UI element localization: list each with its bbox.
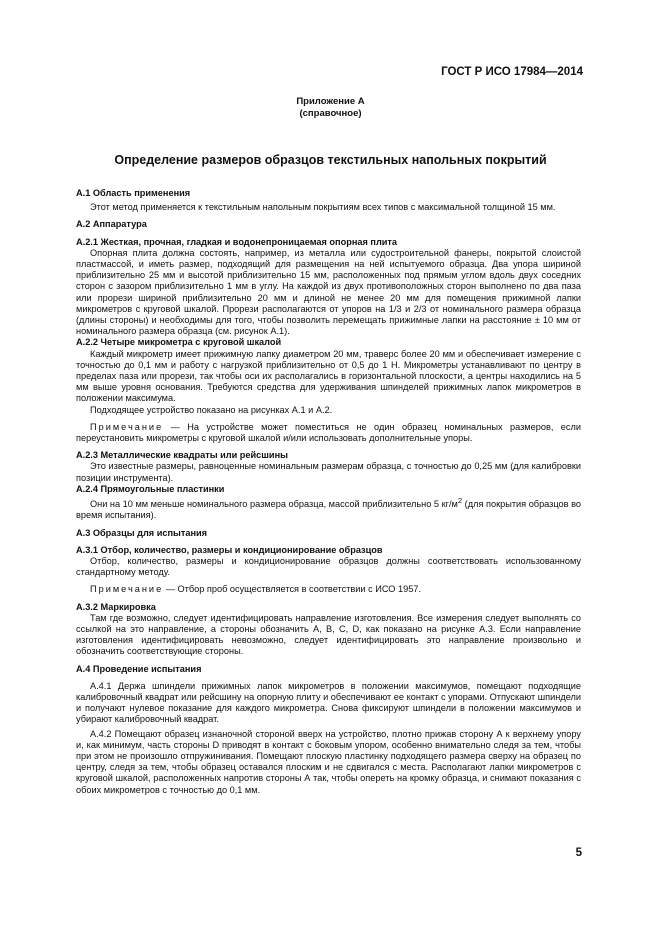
annex-type: (справочное) <box>299 108 362 119</box>
superscript-2: 2 <box>457 496 463 506</box>
section-text-a32: Там где возможно, следует идентифицировать направление изготовления. Все измерения следует выполнять со ссылкой на это направление, а стороны обозначить А, В, С, D, как показано на рисунке А.3. Если направление изготовления идентифицировать невозможно, следует идентифицировать это направление произвольно и обозначить соответствующие стороны. <box>76 612 581 657</box>
section-text-a21: Опорная плита должна состоять, например, из металла или судостроительной фанеры, покрытой слоистой пластмассой, и иметь размер, подходящий для размещения на ней испытуемого образца. Два упора шириной приблизительно 25 мм и высотой приблизительно 15 мм, расположенных под прямым углом вдоль двух соседних сторон с зазором приблизительно 1 мм в углу. На каждой из двух противоположных сторон выполнено по два паза или прорези шириной приблизительно 20 мм и длиной не менее 20 мм для помещения прижимной лапки микрометров с круговой шкалой. Прорези располагаются от упоров на 1/3 и 2/3 от номинального размера образца (длины стороны) и необходимы для того, чтобы позволить перемещать прижимные лапки на расстояние ± 10 мм от номинального размера образца (см. рисунок А.1). <box>76 247 581 337</box>
note-2-text: — Отбор проб осуществляется в соответствии с ИСО 1957. <box>163 584 421 595</box>
section-heading-a23: А.2.3 Металлические квадраты или рейсшины <box>76 450 288 461</box>
section-heading-a32: А.3.2 Маркировка <box>76 601 156 612</box>
section-heading-a2: А.2 Аппаратура <box>76 219 147 230</box>
note-1-text: — На устройстве может поместиться не один образец номинальных размеров, если переустановить микрометры с круговой шкалой и/или использовать дополнительные упоры. <box>76 421 581 444</box>
page-number: 5 <box>575 847 582 859</box>
note-1-label: Примечание <box>90 421 164 432</box>
section-text-a42: А.4.2 Помещают образец изнаночной стороной вверх на устройство, плотно прижав сторону А к верхнему упору и, как минимум, часть стороны D приводят в контакт с боковым упором, особенно внимательно следя за тем, чтобы при этом не произошло отпружинивания. Помещают плоскую пластинку подходящего размера сверху на образец по центру, следя за тем, чтобы образец оставался плоским и не сдвигался с места. Располагают лапки микрометров с круговой шкалой, расположенных напротив стороны А так, чтобы опереть на кромку образца, и снимают показания с обоих микрометров с точностью до 0,1 мм. <box>76 728 581 795</box>
section-text-a22-figure-ref: Подходящее устройство показано на рисунках А.1 и А.2. <box>90 404 333 415</box>
note-1 <box>76 422 581 444</box>
section-heading-a1: А.1 Область применения <box>76 188 191 198</box>
document-body <box>76 188 581 796</box>
section-text-a24-part2: (для покрытия образцов во время испытания). <box>76 499 581 521</box>
page-title: Определение размеров образцов текстильных напольных покрытий <box>114 153 547 167</box>
section-heading-a24: А.2.4 Прямоугольные пластинки <box>76 483 225 494</box>
section-text-a22: Каждый микрометр имеет прижимную лапку диаметром 20 мм, траверс более 20 мм и обеспечивает измерение с точностью до 0,1 мм и работу с нагрузкой приблизительно от 0,5 до 1 Н. Микрометры устанавливают по центру в пределах паза или прорези, так чтобы оси их располагались в горизонтальной плоскости, а центры находились на 5 мм выше уровня основания. Требуются средства для удерживания шпинделей прижимных лапок микрометров в положении максимума. <box>76 348 581 404</box>
section-heading-a21: А.2.1 Жесткая, прочная, гладкая и водонепроницаемая опорная плита <box>76 236 398 247</box>
section-text-a1: Этот метод применяется к текстильным напольным покрытиям всех типов с максимальной толщиной 15 мм. <box>90 202 556 213</box>
section-text-a41: А.4.1 Держа шпиндели прижимных лапок микрометров в положении максимумов, помещают подходящие калибровочный квадрат или рейсшину на опорную плиту и обеспечивают ее контакт с упорами. Отпускают шпиндели и получают нулевое показание для каждого микрометра. Снова фиксируют шпиндели в положении максимумов и убирают калибровочный квадрат. <box>76 680 581 725</box>
note-2-label: Примечание <box>90 584 164 595</box>
section-heading-a3: А.3 Образцы для испытания <box>76 527 208 538</box>
note-2 <box>76 584 581 595</box>
section-heading-a4: А.4 Проведение испытания <box>76 663 202 674</box>
standard-number: ГОСТ Р ИСО 17984—2014 <box>441 66 583 78</box>
section-text-a23: Это известные размеры, равноценные номинальным размерам образца, с точностью до 0,25 мм (для калибровки позиции инструмента). <box>76 461 581 483</box>
section-heading-a22: А.2.2 Четыре микрометра с круговой шкалой <box>76 337 282 348</box>
section-text-a24-part1: Они на 10 мм меньше номинального размера образца, массой приблизительно 5 кг/м <box>90 499 458 510</box>
section-heading-a31: А.3.1 Отбор, количество, размеры и кондиционирование образцов <box>76 544 383 555</box>
section-text-a31: Отбор, количество, размеры и кондиционирование образцов должны соответствовать использованному стандартному методу. <box>76 555 581 578</box>
annex-label: Приложение А <box>296 96 365 107</box>
section-text-a24 <box>76 495 581 521</box>
